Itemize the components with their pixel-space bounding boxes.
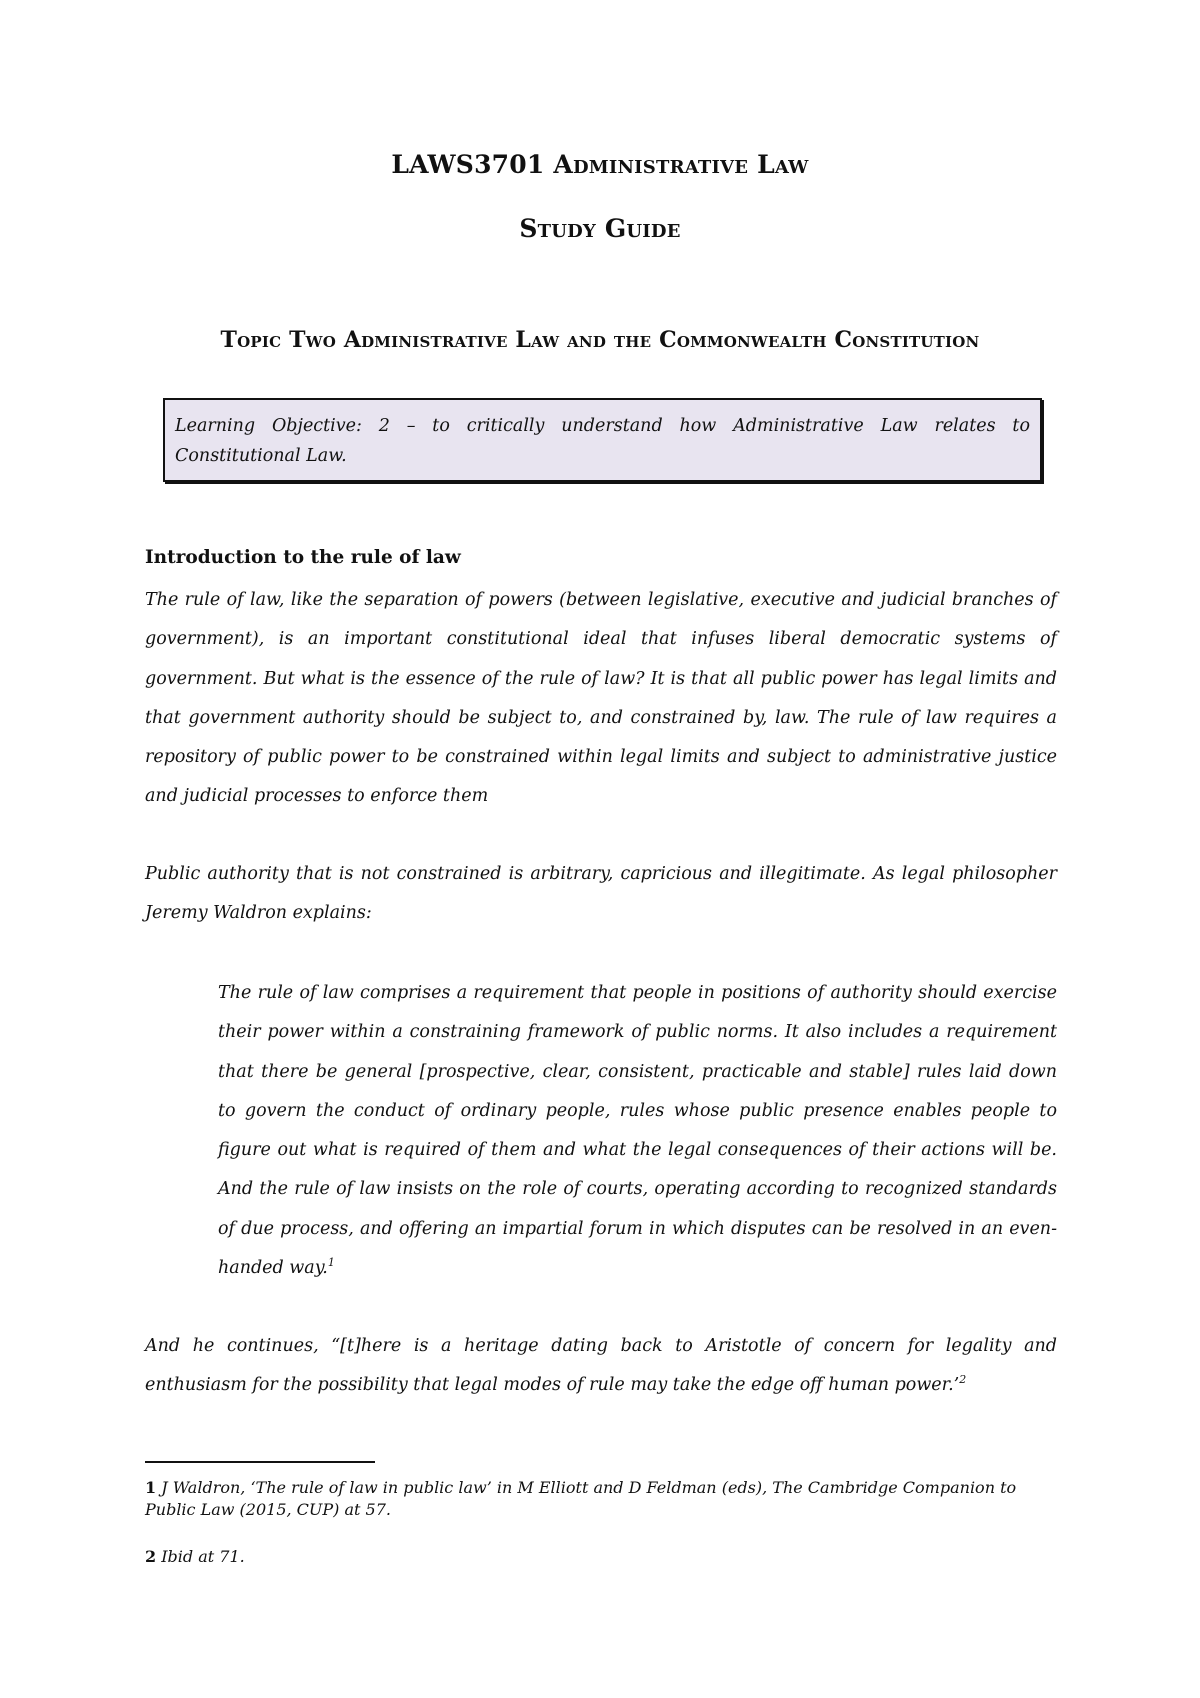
- paragraph-2: Public authority that is not constrained is arbitrary, capricious and illegitimate. As legal philosopher Jeremy Waldron explains:: [145, 864, 1057, 924]
- section-heading: Introduction to the rule of law: [145, 547, 461, 568]
- footnote-ref-1[interactable]: 1: [327, 1256, 335, 1270]
- footnote-ref-2[interactable]: 2: [959, 1373, 967, 1387]
- footnote-number: 1: [145, 1478, 157, 1497]
- learning-objective-box: [163, 398, 1042, 482]
- learning-objective-text: Learning Objective: 2 – to critically understand how Administrative Law relates to Constitutional Law.: [175, 416, 1030, 466]
- footnote-number: 2: [145, 1547, 157, 1566]
- block-quote-text: The rule of law comprises a requirement that people in positions of authority should exercise their power within a constraining framework of public norms. It also includes a requirement that there be general [prospective, clear, consistent, practicable and stable] rules laid down to govern the conduct of ordinary people, rules whose public presence enables people to figure out what is required of them and what the legal consequences of their actions will be. And the rule of law insists on the role of courts, operating according to recognized standards of due process, and offering an impartial forum in which disputes can be resolved in an even-handed way.: [218, 983, 1057, 1279]
- topic-title: Topic Two Administrative Law and the Commonwealth Constitution: [220, 327, 980, 353]
- paragraph-1: The rule of law, like the separation of powers (between legislative, executive and judicial branches of government), is an important constitutional ideal that infuses liberal democratic systems of government. But what is the essence of the rule of law? It is that all public power has legal limits and that government authority should be subject to, and constrained by, law. The rule of law requires a repository of public power to be constrained within legal limits and subject to administrative justice and judicial processes to enforce them: [145, 590, 1057, 807]
- footnote-text: J Waldron, ‘The rule of law in public law’ in M Elliott and D Feldman (eds), The Cambridge Companion to Public Law (2015, CUP) at 57.: [145, 1478, 1017, 1519]
- block-quote: [218, 974, 1057, 1288]
- footnote-2: [145, 1546, 1057, 1568]
- course-title: LAWS3701 Administrative Law: [391, 150, 809, 179]
- footnote-1: [145, 1477, 1057, 1521]
- paragraph-3: [145, 1327, 1057, 1406]
- footnote-text: Ibid at 71.: [161, 1547, 245, 1566]
- paragraph-3-text: And he continues, “[t]here is a heritage dating back to Aristotle of concern for legality and enthusiasm for the possibility that legal modes of rule may take the edge off human power.’: [145, 1336, 1057, 1396]
- footnote-separator: [145, 1461, 375, 1463]
- guide-title: Study Guide: [519, 214, 681, 243]
